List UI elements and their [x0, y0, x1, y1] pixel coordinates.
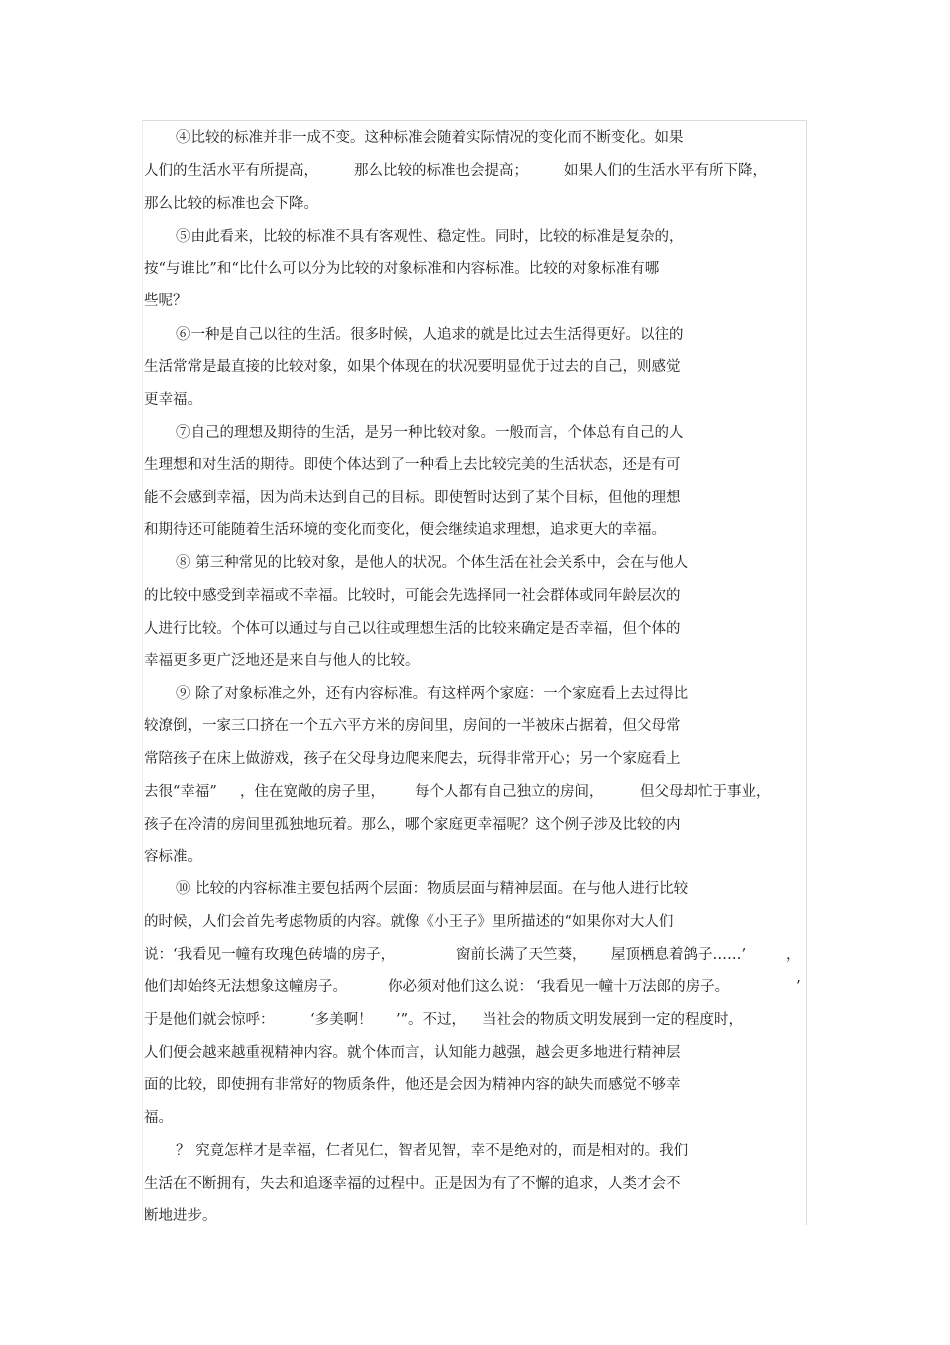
paragraph-8-line-1: ⑧ 第三种常见的比较对象，是他人的状况。个体生活在社会关系中，会在与他人 [176, 555, 689, 571]
paragraph-10-line-8: 福。 [144, 1110, 173, 1126]
paragraph-10-line-3-c: 屋顶栖息着鸽子……’ [611, 947, 747, 963]
paragraph-10-line-7: 面的比较，即使拥有非常好的物质条件，他还是会因为精神内容的缺失而感觉不够幸 [144, 1077, 681, 1093]
paragraph-10-line-6: 人们便会越来越重视精神内容。就个体而言，认知能力越强，越会更多地进行精神层 [144, 1045, 681, 1061]
paragraph-9-line-4-c: 每个人都有自己独立的房间， [415, 784, 604, 800]
paragraph-10-line-4-a: 他们却始终无法想象这幢房子。 [144, 979, 347, 995]
paragraph-9-line-2: 较潦倒，一家三口挤在一个五六平方米的房间里，房间的一半被床占据着，但父母常 [144, 718, 681, 734]
paragraph-7-line-3: 能不会感到幸福，因为尚未达到自己的目标。即使暂时达到了某个目标，但他的理想 [144, 490, 681, 506]
paragraph-6-line-1: ⑥一种是自己以往的生活。很多时候，人追求的就是比过去生活得更好。以往的 [176, 327, 684, 343]
paragraph-4-line-2-c: 如果人们的生活水平有所下降， [564, 163, 767, 179]
paragraph-8-line-2: 的比较中感受到幸福或不幸福。比较时，可能会先选择同一社会群体或同年龄层次的 [144, 588, 681, 604]
paragraph-7-line-4: 和期待还可能随着生活环境的变化而变化，便会继续追求理想，追求更大的幸福。 [144, 522, 666, 538]
paragraph-9-line-3: 常陪孩子在床上做游戏，孩子在父母身边爬来爬去，玩得非常开心；另一个家庭看上 [144, 751, 681, 767]
paragraph-9-line-4-b: ，住在宽敞的房子里， [240, 784, 385, 800]
paragraph-9-line-6: 容标准。 [144, 849, 202, 865]
paragraph-4-line-2-b: 那么比较的标准也会提高； [354, 163, 528, 179]
paragraph-10-line-3-d: ， [786, 947, 801, 963]
paragraph-10-line-4-d: ’ [796, 979, 801, 995]
paragraph-10-line-1: ⑩ 比较的内容标准主要包括两个层面：物质层面与精神层面。在与他人进行比较 [176, 881, 689, 897]
paragraph-10-line-5-c: ’”。不过， [396, 1012, 467, 1028]
paragraph-9-line-4-a: 去很“幸福” [144, 784, 217, 800]
paragraph-4-line-2-a: 人们的生活水平有所提高， [144, 163, 318, 179]
paragraph-9-line-1: ⑨ 除了对象标准之外，还有内容标准。有这样两个家庭：一个家庭看上去过得比 [176, 686, 689, 702]
paragraph-4-line-3: 那么比较的标准也会下降。 [144, 196, 318, 212]
paragraph-6-line-3: 更幸福。 [144, 392, 202, 408]
paragraph-10-line-4-b: 你必须对他们这么说： [388, 979, 533, 995]
paragraph-10-line-3-b: 窗前长满了天竺葵， [456, 947, 587, 963]
paragraph-11-line-3: 断地进步。 [144, 1208, 217, 1224]
paragraph-9-line-4-d: 但父母却忙于事业， [640, 784, 771, 800]
paragraph-10-line-5-b: ‘多美啊！ [310, 1012, 373, 1028]
paragraph-11-line-1: ？ 究竟怎样才是幸福，仁者见仁，智者见智，幸不是绝对的，而是相对的。我们 [176, 1143, 689, 1159]
paragraph-10-line-3-a: 说：‘我看见一幢有玫瑰色砖墙的房子， [144, 947, 396, 963]
paragraph-10-line-2: 的时候，人们会首先考虑物质的内容。就像《小王子》里所描述的“如果你对大人们 [144, 914, 674, 930]
paragraph-4-line-1: ④比较的标准并非一成不变。这种标准会随着实际情况的变化而不断变化。如果 [176, 130, 684, 146]
paragraph-7-line-1: ⑦自己的理想及期待的生活，是另一种比较对象。一般而言，个体总有自己的人 [176, 425, 684, 441]
paragraph-10-line-5-d: 当社会的物质文明发展到一定的程度时， [482, 1012, 743, 1028]
paragraph-8-line-3: 人进行比较。个体可以通过与自己以往或理想生活的比较来确定是否幸福，但个体的 [144, 621, 681, 637]
paragraph-11-line-2: 生活在不断拥有，失去和追逐幸福的过程中。正是因为有了不懈的追求，人类才会不 [144, 1176, 681, 1192]
paragraph-10-line-4-c: ‘我看见一幢十万法郎的房子。 [536, 979, 730, 995]
paragraph-10-line-5-a: 于是他们就会惊呼： [144, 1012, 275, 1028]
paragraph-5-line-2: 按“与谁比”和“比什么可以分为比较的对象标准和内容标准。比较的对象标准有哪 [144, 261, 660, 277]
paragraph-7-line-2: 生理想和对生活的期待。即使个体达到了一种看上去比较完美的生活状态，还是有可 [144, 457, 681, 473]
paragraph-9-line-5: 孩子在冷清的房间里孤独地玩着。那么，哪个家庭更幸福呢？这个例子涉及比较的内 [144, 817, 681, 833]
paragraph-8-line-4: 幸福更多更广泛地还是来自与他人的比较。 [144, 653, 420, 669]
paragraph-5-line-3: 些呢？ [144, 293, 188, 309]
paragraph-6-line-2: 生活常常是最直接的比较对象，如果个体现在的状况要明显优于过去的自己，则感觉 [144, 359, 681, 375]
paragraph-5-line-1: ⑤由此看来，比较的标准不具有客观性、稳定性。同时，比较的标准是复杂的， [176, 229, 684, 245]
